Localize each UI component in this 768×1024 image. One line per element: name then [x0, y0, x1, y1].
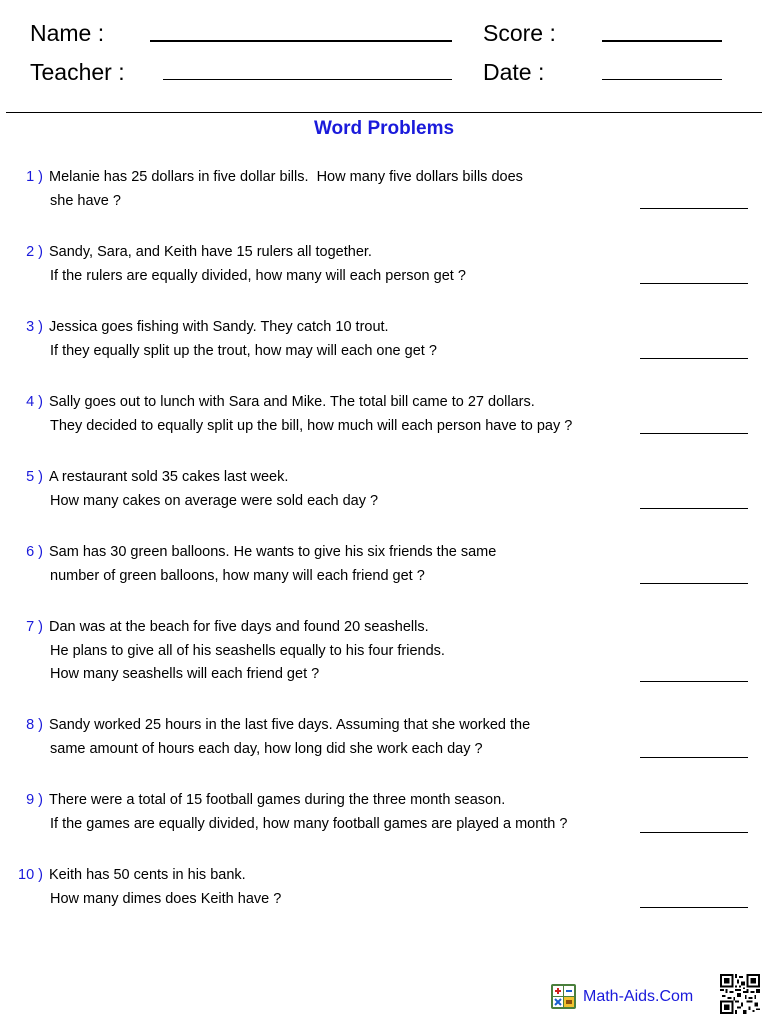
- problem-number: 3 ): [26, 319, 43, 335]
- teacher-field[interactable]: [163, 79, 452, 80]
- problem-line: How many cakes on average were sold each day ?: [50, 492, 379, 509]
- name-label: Name :: [30, 20, 105, 46]
- problem-text: [50, 714, 530, 761]
- problem-line: Keith has 50 cents in his bank.: [49, 867, 246, 883]
- problem-line: A restaurant sold 35 cakes last week.: [49, 469, 289, 485]
- problem-number: 10 ): [18, 867, 43, 883]
- answer-line[interactable]: [640, 358, 748, 359]
- problem-line: Dan was at the beach for five days and found 20 seashells.: [49, 619, 429, 635]
- problem-number: 1 ): [26, 169, 43, 185]
- problem-text: [50, 541, 496, 588]
- problem-line: They decided to equally split up the bill, how much will each person have to pay ?: [50, 417, 573, 434]
- calculator-logo-icon: [551, 984, 576, 1009]
- answer-line[interactable]: [640, 433, 748, 434]
- problem-text: [50, 166, 523, 213]
- answer-line[interactable]: [640, 208, 748, 209]
- header-divider: [6, 112, 762, 113]
- problem-number: 9 ): [26, 792, 43, 808]
- problem-line: If the rulers are equally divided, how many will each person get ?: [50, 267, 466, 284]
- problem-line: Sandy, Sara, and Keith have 15 rulers all together.: [49, 244, 372, 260]
- page-title: Word Problems: [313, 118, 455, 139]
- problem-number: 7 ): [26, 619, 43, 635]
- answer-line[interactable]: [640, 283, 748, 284]
- site-name[interactable]: Math-Aids.Com: [583, 988, 694, 1005]
- problem-text: [50, 789, 567, 836]
- answer-line[interactable]: [640, 681, 748, 682]
- problem-line: Sally goes out to lunch with Sara and Mike. The total bill came to 27 dollars.: [49, 394, 535, 410]
- score-label: Score :: [483, 20, 556, 46]
- problem-line: How many seashells will each friend get ?: [50, 666, 320, 682]
- problem-line: If the games are equally divided, how many football games are played a month ?: [50, 815, 568, 832]
- problem-number: 2 ): [26, 244, 43, 260]
- score-field[interactable]: [602, 40, 722, 42]
- answer-line[interactable]: [640, 508, 748, 509]
- problem-number: 5 ): [26, 469, 43, 485]
- problem-number: 4 ): [26, 394, 43, 410]
- problem-line: same amount of hours each day, how long did she work each day ?: [50, 740, 483, 757]
- answer-line[interactable]: [640, 757, 748, 758]
- problem-line: Jessica goes fishing with Sandy. They catch 10 trout.: [49, 319, 389, 335]
- problem-line: Melanie has 25 dollars in five dollar bills. How many five dollars bills does: [49, 169, 523, 185]
- problem-number: 8 ): [26, 717, 43, 733]
- name-field[interactable]: [150, 40, 452, 42]
- problem-line: Sam has 30 green balloons. He wants to give his six friends the same: [49, 544, 497, 560]
- problem-number: 6 ): [26, 544, 43, 560]
- problem-line: number of green balloons, how many will each friend get ?: [50, 567, 425, 584]
- problem-line: Sandy worked 25 hours in the last five days. Assuming that she worked the: [49, 717, 531, 733]
- problem-line: she have ?: [50, 192, 121, 209]
- problem-text: [50, 466, 378, 513]
- problem-line: He plans to give all of his seashells equally to his four friends.: [50, 642, 445, 659]
- problem-text: [50, 316, 437, 363]
- teacher-label: Teacher :: [30, 59, 125, 85]
- date-label: Date :: [483, 59, 545, 85]
- problem-text: [50, 616, 445, 687]
- problem-text: [50, 391, 572, 438]
- answer-line[interactable]: [640, 832, 748, 833]
- date-field[interactable]: [602, 79, 722, 80]
- qr-code-icon: [720, 974, 760, 1014]
- answer-line[interactable]: [640, 907, 748, 908]
- answer-line[interactable]: [640, 583, 748, 584]
- problem-line: If they equally split up the trout, how may will each one get ?: [50, 342, 437, 359]
- problem-text: [50, 864, 281, 911]
- problem-text: [50, 241, 466, 288]
- problem-line: There were a total of 15 football games during the three month season.: [49, 792, 506, 808]
- problem-line: How many dimes does Keith have ?: [50, 890, 282, 907]
